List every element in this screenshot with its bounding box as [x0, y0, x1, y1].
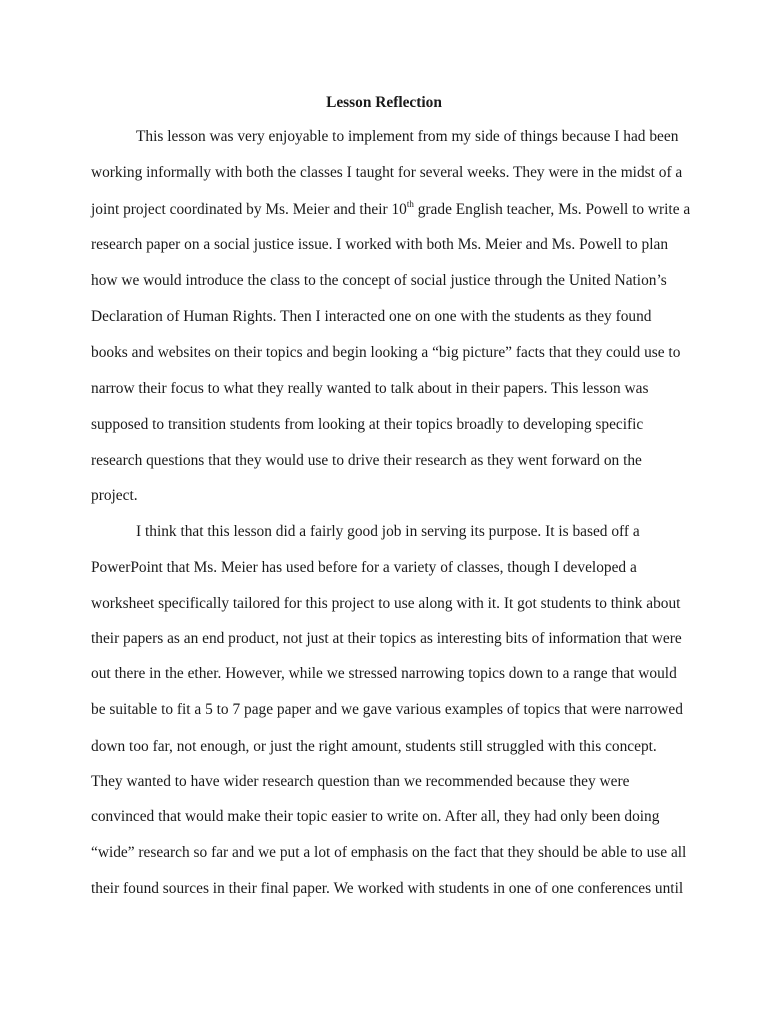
paragraph-1-line: how we would introduce the class to the concept of social justice through the United Nation’s [91, 272, 667, 289]
paragraph-2-line: PowerPoint that Ms. Meier has used before for a variety of classes, though I developed a [91, 559, 637, 576]
document-title: Lesson Reflection [326, 94, 442, 111]
paragraph-1-line [91, 200, 690, 219]
paragraph-1-line: working informally with both the classes I taught for several weeks. They were in the midst of a [91, 164, 683, 181]
paragraph-2-line: out there in the ether. However, while we stressed narrowing topics down to a range that would [91, 665, 677, 682]
paragraph-1-line: This lesson was very enjoyable to implement from my side of things because I had been [136, 128, 679, 145]
paragraph-2-line: down too far, not enough, or just the right amount, students still struggled with this concept. [91, 738, 657, 755]
line-text: grade English teacher, Ms. Powell to write a [413, 201, 691, 219]
paragraph-2-line: worksheet specifically tailored for this project to use along with it. It got students to think about [91, 595, 681, 612]
line-text: joint project coordinated by Ms. Meier and their 10 [91, 201, 407, 219]
paragraph-1-line: research paper on a social justice issue. I worked with both Ms. Meier and Ms. Powell to plan [91, 236, 669, 253]
paragraph-1-line: supposed to transition students from looking at their topics broadly to developing specific [91, 416, 644, 433]
paragraph-2-line: “wide” research so far and we put a lot of emphasis on the fact that they should be able to use all [91, 844, 687, 861]
paragraph-1-line: Declaration of Human Rights. Then I interacted one on one with the students as they found [91, 308, 652, 325]
ordinal-superscript: th [406, 199, 414, 209]
paragraph-2-line: their found sources in their final paper. We worked with students in one of one conferences until [91, 880, 684, 897]
paragraph-1-line: project. [91, 487, 138, 504]
paragraph-2-line: They wanted to have wider research question than we recommended because they were [91, 773, 630, 790]
paragraph-1-line: narrow their focus to what they really wanted to talk about in their papers. This lesson was [91, 380, 649, 397]
paragraph-2-line: their papers as an end product, not just at their topics as interesting bits of information that were [91, 630, 682, 647]
paragraph-1-line: books and websites on their topics and begin looking a “big picture” facts that they could use to [91, 344, 681, 361]
paragraph-2-line: be suitable to fit a 5 to 7 page paper and we gave various examples of topics that were narrowed [91, 701, 683, 718]
paragraph-2-line: I think that this lesson did a fairly good job in serving its purpose. It is based off a [136, 523, 640, 540]
paragraph-2-line: convinced that would make their topic easier to write on. After all, they had only been doing [91, 808, 660, 825]
paragraph-1-line: research questions that they would use to drive their research as they went forward on the [91, 452, 642, 469]
